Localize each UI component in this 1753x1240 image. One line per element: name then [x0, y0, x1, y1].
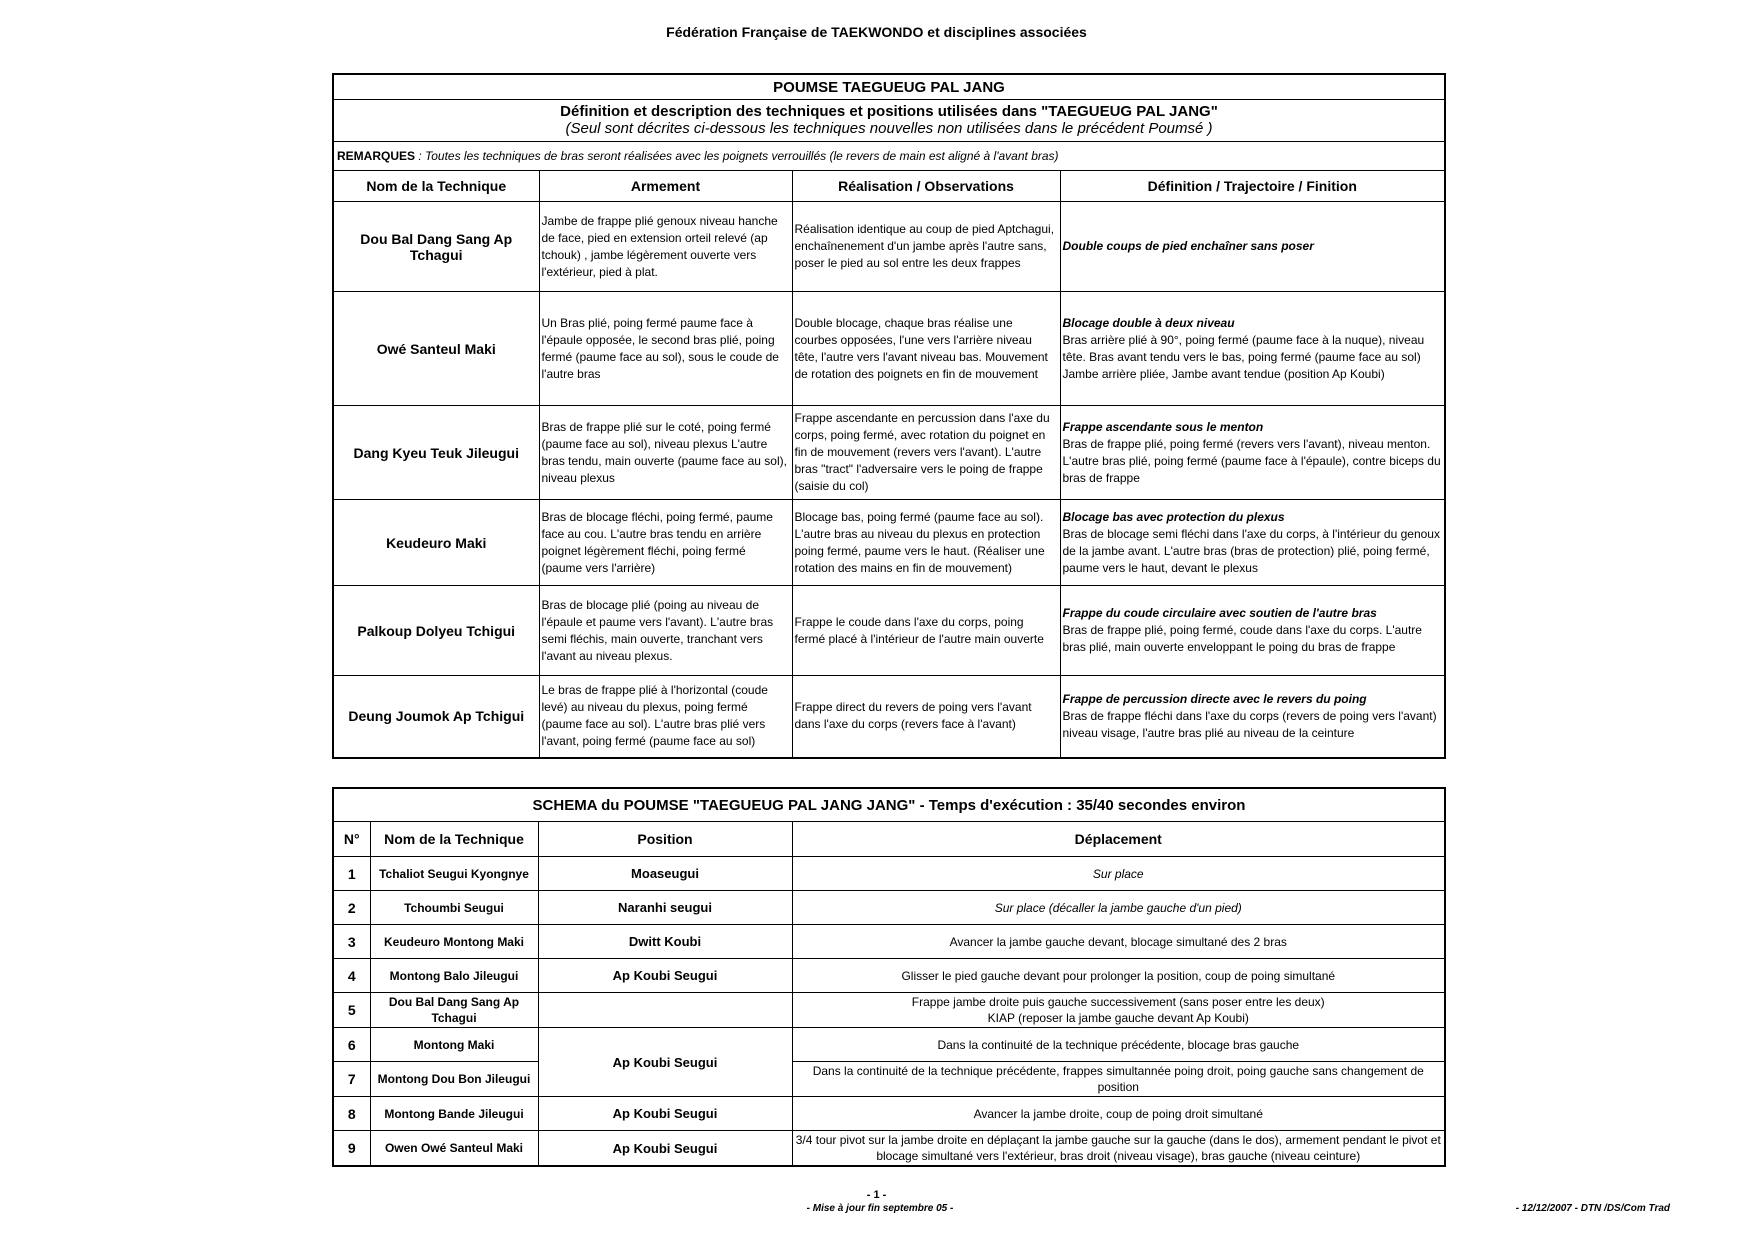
definition-cell — [1060, 586, 1445, 676]
deplacement-text: Dans la continuité de la technique précédente, blocage bras gauche — [937, 1037, 1300, 1052]
remarks-label: REMARQUES — [337, 149, 416, 163]
definition-line1: Définition et description des techniques et positions utilisées dans "TAEGUEUG PAL JANG" — [560, 103, 1218, 120]
step-position: Ap Koubi Seugui — [538, 959, 792, 993]
step-technique: Tchoumbi Seugui — [370, 891, 538, 925]
step-position: Dwitt Koubi — [538, 925, 792, 959]
table2-title: SCHEMA du POUMSE "TAEGUEUG PAL JANG JANG" - Temps d'exécution : 35/40 secondes environ — [333, 788, 1445, 822]
table1-title: POUMSE TAEGUEUG PAL JANG — [333, 74, 1445, 100]
step-technique: Montong Dou Bon Jileugui — [370, 1062, 538, 1097]
definition-text: Bras arrière plié à 90°, poing fermé (paume face à la nuque), niveau tête. Bras avant tendu vers le bas, poing fermé (paume face au sol) Jambe arrière pliée, Jambe avant tendue (position Ap Koubi) — [1062, 332, 1425, 381]
step-technique: Montong Balo Jileugui — [370, 959, 538, 993]
definition-text: Bras de frappe fléchi dans l'axe du corps (revers de poing vers l'avant) niveau visage, l'autre bras plié au niveau de la ceinture — [1062, 708, 1437, 740]
step-technique: Keudeuro Montong Maki — [370, 925, 538, 959]
schema-row — [333, 993, 1445, 1028]
col-header-armement: Armement — [539, 171, 792, 202]
deplacement-text: Sur place (décaller la jambe gauche d'un pied) — [994, 900, 1242, 915]
schema-row — [333, 1097, 1445, 1131]
step-deplacement — [792, 891, 1445, 925]
technique-row — [333, 500, 1445, 586]
step-position: Ap Koubi Seugui — [538, 1028, 792, 1097]
col-header-definition: Définition / Trajectoire / Finition — [1060, 171, 1445, 202]
step-deplacement — [792, 857, 1445, 891]
definition-line2: (Seul sont décrites ci-dessous les techniques nouvelles non utilisées dans le précédent Poumsé ) — [565, 120, 1213, 137]
definition-text: Bras de frappe plié, poing fermé (revers vers l'avant), niveau menton. L'autre bras plié, poing fermé (paume face à l'épaule), contre biceps du bras de frappe — [1062, 436, 1441, 485]
schema-row — [333, 1028, 1445, 1062]
armement-cell: Bras de blocage plié (poing au niveau de l'épaule et paume vers l'avant). L'autre bras semi fléchis, main ouverte, tranchant vers l'avant au niveau plexus. — [539, 586, 792, 676]
document-header: Fédération Française de TAEKWONDO et disciplines associées — [666, 24, 1087, 40]
definition-title: Frappe de percussion directe avec le revers du poing — [1062, 691, 1367, 706]
armement-cell: Jambe de frappe plié genoux niveau hanche de face, pied en extension orteil relevé (ap tchouk) , jambe légèrement ouverte vers l'extérieur, pied à plat. — [539, 202, 792, 292]
col-header-number: N° — [333, 822, 370, 857]
step-number: 5 — [333, 993, 370, 1028]
step-technique: Owen Owé Santeul Maki — [370, 1131, 538, 1167]
step-number: 2 — [333, 891, 370, 925]
definition-text: Bras de frappe plié, poing fermé, coude dans l'axe du corps. L'autre bras plié, main ouverte enveloppant le poing du bras de frappe — [1062, 623, 1422, 654]
technique-name: Dou Bal Dang Sang Ap Tchagui — [333, 202, 539, 292]
definition-title: Blocage bas avec protection du plexus — [1062, 509, 1285, 524]
step-position: Moaseugui — [538, 857, 792, 891]
step-deplacement — [792, 1097, 1445, 1131]
technique-row — [333, 202, 1445, 292]
deplacement-text: Avancer la jambe gauche devant, blocage simultané des 2 bras — [949, 934, 1287, 949]
technique-name: Dang Kyeu Teuk Jileugui — [333, 406, 539, 500]
step-deplacement — [792, 1028, 1445, 1062]
definition-text: Bras de blocage semi fléchi dans l'axe du corps, à l'intérieur du genoux de la jambe avant. L'autre bras (bras de protection) plié, poing fermé, paume vers le haut, devant le plexus — [1062, 526, 1440, 575]
technique-row — [333, 406, 1445, 500]
definition-title: Frappe du coude circulaire avec soutien de l'autre bras — [1062, 606, 1377, 620]
step-deplacement — [792, 993, 1445, 1028]
schema-table — [332, 787, 1446, 1167]
step-number: 8 — [333, 1097, 370, 1131]
deplacement-kiap: KIAP (reposer la jambe gauche devant Ap Koubi) — [987, 1011, 1249, 1025]
definition-title: Double coups de pied enchaîner sans poser — [1062, 239, 1314, 253]
deplacement-text: Sur place — [1092, 866, 1144, 881]
col-header-name: Nom de la Technique — [333, 171, 539, 202]
schema-row — [333, 891, 1445, 925]
step-deplacement — [792, 925, 1445, 959]
deplacement-text: Frappe jambe droite puis gauche successivement (sans poser entre les deux) — [911, 995, 1325, 1009]
deplacement-text: Avancer la jambe droite, coup de poing droit simultané — [973, 1106, 1263, 1121]
step-technique: Montong Bande Jileugui — [370, 1097, 538, 1131]
technique-name: Palkoup Dolyeu Tchigui — [333, 586, 539, 676]
schema-row — [333, 1062, 1445, 1097]
step-technique: Dou Bal Dang Sang Ap Tchagui — [370, 993, 538, 1028]
realisation-cell: Blocage bas, poing fermé (paume face au sol). L'autre bras au niveau du plexus en protection poing fermé, paume vers le haut. (Réaliser une rotation des mains en fin de mouvement) — [792, 500, 1060, 586]
schema-row — [333, 857, 1445, 891]
realisation-cell: Frappe ascendante en percussion dans l'axe du corps, poing fermé, avec rotation du poignet en fin de mouvement (revers vers l'avant). L'autre bras "tract" l'adversaire vers le poing de frappe (saisie du col) — [792, 406, 1060, 500]
definition-cell — [1060, 676, 1445, 758]
step-position — [538, 993, 792, 1028]
col-header-position: Position — [538, 822, 792, 857]
col-header-realisation: Réalisation / Observations — [792, 171, 1060, 202]
step-number: 1 — [333, 857, 370, 891]
document-reference: - 12/12/2007 - DTN /DS/Com Trad — [1515, 1203, 1670, 1214]
step-technique: Tchaliot Seugui Kyongnye — [370, 857, 538, 891]
schema-row — [333, 959, 1445, 993]
technique-row — [333, 292, 1445, 406]
col-header-technique: Nom de la Technique — [370, 822, 538, 857]
update-note: - Mise à jour fin septembre 05 - — [806, 1203, 954, 1214]
step-number: 7 — [333, 1062, 370, 1097]
technique-name: Owé Santeul Maki — [333, 292, 539, 406]
armement-cell: Le bras de frappe plié à l'horizontal (coude levé) au niveau du plexus, poing fermé (paume face au sol). L'autre bras plié vers l'avant, poing fermé (paume face au sol) — [539, 676, 792, 758]
deplacement-text: Glisser le pied gauche devant pour prolonger la position, coup de poing simultané — [901, 968, 1336, 983]
step-number: 6 — [333, 1028, 370, 1062]
armement-cell: Bras de blocage fléchi, poing fermé, paume face au cou. L'autre bras tendu en arrière poignet légèrement fléchi, poing fermé (paume vers l'arrière) — [539, 500, 792, 586]
schema-row — [333, 1131, 1445, 1167]
schema-row — [333, 925, 1445, 959]
page-number: - 1 - — [866, 1189, 887, 1201]
definition-title: Frappe ascendante sous le menton — [1062, 419, 1264, 434]
armement-cell: Bras de frappe plié sur le coté, poing fermé (paume face au sol), niveau plexus L'autre bras tendu, main ouverte (paume face au sol), niveau plexus — [539, 406, 792, 500]
realisation-cell: Frappe direct du revers de poing vers l'avant dans l'axe du corps (revers face à l'avant) — [792, 676, 1060, 758]
definition-cell — [1060, 406, 1445, 500]
step-position: Naranhi seugui — [538, 891, 792, 925]
step-number: 4 — [333, 959, 370, 993]
step-position: Ap Koubi Seugui — [538, 1097, 792, 1131]
step-deplacement — [792, 1131, 1445, 1167]
step-number: 9 — [333, 1131, 370, 1167]
deplacement-text: Dans la continuité de la technique précédente, frappes simultannée poing droit, poing gauche sans changement de position — [812, 1064, 1424, 1094]
technique-name: Deung Joumok Ap Tchigui — [333, 676, 539, 758]
definition-cell — [1060, 202, 1445, 292]
definition-cell — [1060, 292, 1445, 406]
technique-row — [333, 676, 1445, 758]
realisation-cell: Réalisation identique au coup de pied Aptchagui, enchaînenement d'un jambe après l'autre sans, poser le pied au sol entre les deux frappes — [792, 202, 1060, 292]
step-deplacement — [792, 1062, 1445, 1097]
definition-title: Blocage double à deux niveau — [1062, 315, 1235, 330]
realisation-cell: Double blocage, chaque bras réalise une courbes opposées, l'une vers l'arrière niveau tête, l'autre vers l'avant niveau bas. Mouvement de rotation des poignets en fin de mouvement — [792, 292, 1060, 406]
step-number: 3 — [333, 925, 370, 959]
step-position: Ap Koubi Seugui — [538, 1131, 792, 1167]
technique-name: Keudeuro Maki — [333, 500, 539, 586]
table1-definition — [333, 100, 1445, 142]
deplacement-text: 3/4 tour pivot sur la jambe droite en déplaçant la jambe gauche sur la gauche (dans le dos), armement pendant le pivot et blocage simultané vers l'extérieur, bras droit (niveau visage), bras gauche (niveau ceinture) — [795, 1133, 1441, 1163]
armement-cell: Un Bras plié, poing fermé paume face à l'épaule opposée, le second bras plié, poing fermé (paume face au sol), sous le coude de l'autre bras — [539, 292, 792, 406]
remarks-text: : Toutes les techniques de bras seront réalisées avec les poignets verrouillés (le revers de main est aligné à l'avant bras) — [415, 149, 1059, 163]
realisation-cell: Frappe le coude dans l'axe du corps, poing fermé placé à l'intérieur de l'autre main ouverte — [792, 586, 1060, 676]
col-header-deplacement: Déplacement — [792, 822, 1445, 857]
definition-cell — [1060, 500, 1445, 586]
remarks — [333, 142, 1445, 171]
step-deplacement — [792, 959, 1445, 993]
technique-row — [333, 586, 1445, 676]
techniques-table — [332, 73, 1446, 759]
step-technique: Montong Maki — [370, 1028, 538, 1062]
